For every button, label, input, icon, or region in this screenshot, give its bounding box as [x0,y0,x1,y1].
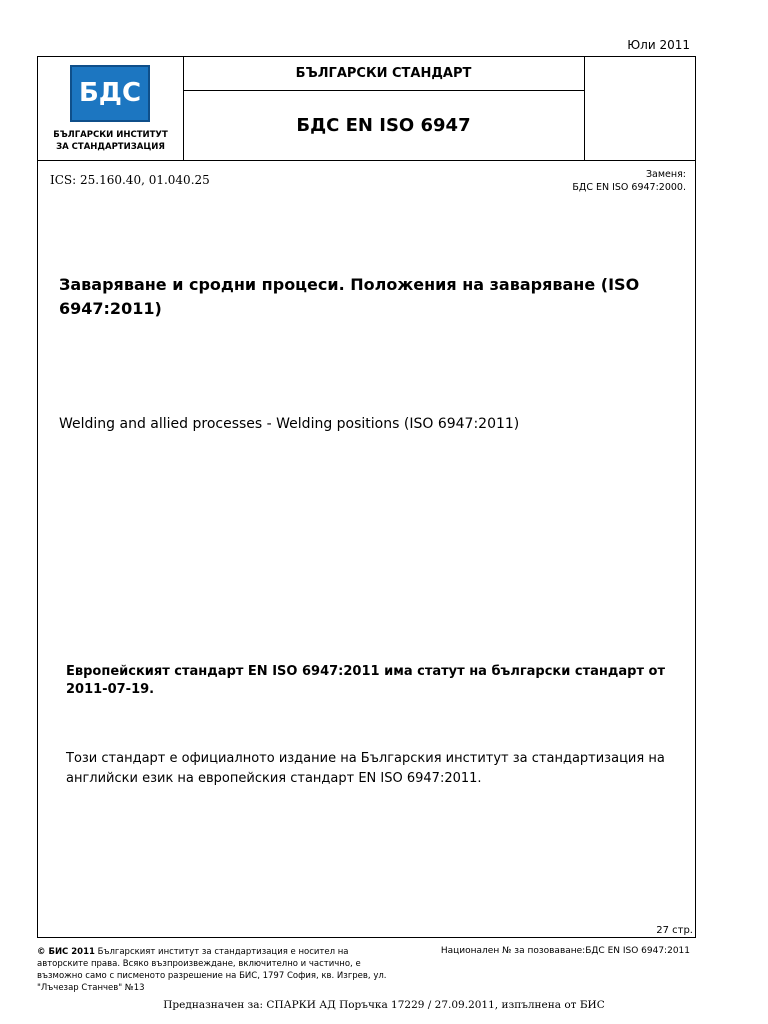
copyright-notice [37,946,387,994]
status-statement: Европейският стандарт EN ISO 6947:2011 има статут на български стандарт от 2011-07-19. [66,664,665,697]
replaces-value: БДС EN ISO 6947:2000. [572,182,686,193]
replaces-block [572,168,686,194]
page-count: 27 стр. [656,925,693,936]
document-date: Юли 2011 [627,38,690,52]
intended-for-line: Предназначен за: СПАРКИ АД Поръчка 17229 / 27.09.2011, изпълнена от БИС [163,999,605,1011]
document-frame [37,56,696,938]
ics-codes: ICS: 25.160.40, 01.040.25 [50,173,210,187]
standard-type: БЪЛГАРСКИ СТАНДАРТ [183,57,584,91]
institute-name [38,129,183,153]
title-bulgarian: Заваряване и сродни процеси. Положения на заваряване (ISO 6947:2011) [59,275,640,318]
replaces-label: Заменя: [645,169,686,180]
institute-name-line2: ЗА СТАНДАРТИЗАЦИЯ [56,142,165,152]
logo-cell [38,57,184,160]
title-english: Welding and allied processes - Welding positions (ISO 6947:2011) [59,416,520,432]
standard-number: БДС EN ISO 6947 [296,115,471,136]
bds-logo: БДС [70,65,150,122]
copyright-mark: © БИС 2011 [37,947,95,957]
rights-text: Българският институт за стандартизация е носител на авторските права. Всяко възпроизвеждане, включително и частично, е възможно само с писменото разрешение на БИС, 1797 София, кв. Изгрев, ул. "Лъчезар Станчев" №13 [37,947,387,993]
edition-statement: Този стандарт е официалното издание на Българския институт за стандартизация на английски език на европейския стандарт EN ISO 6947:2011. [66,751,665,786]
institute-name-line1: БЪЛГАРСКИ ИНСТИТУТ [53,130,168,140]
title-cell [183,57,585,160]
national-reference: Национален № за позоваване:БДС EN ISO 6947:2011 [440,946,690,956]
header-table [38,57,695,161]
